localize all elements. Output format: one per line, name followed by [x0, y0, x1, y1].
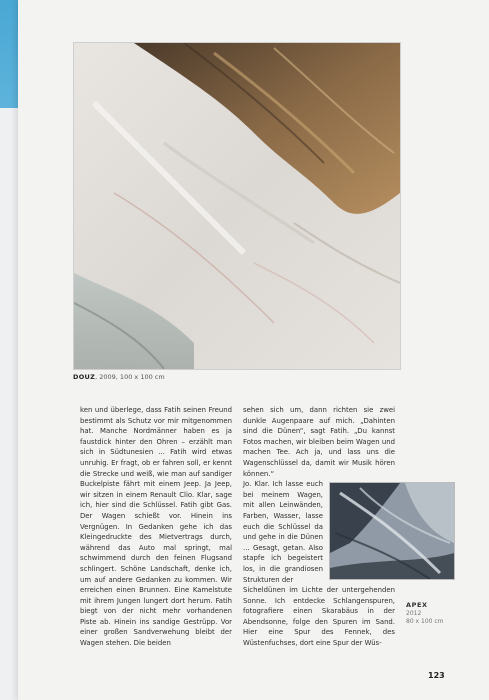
page-number: 123: [428, 671, 445, 680]
thumbnail-year: 2012: [406, 609, 422, 617]
artwork-details: , 2009, 100 x 100 cm: [95, 373, 165, 381]
right-column-wrapped-text: Jo. Klar. Ich lasse euch bei meinem Wagen, mit allen Leinwänden, Farben, Wasser, lasse euch die Schlüssel da und gehe in die Dünen ... Gesagt, getan. Also stapfe ich begeistert los, in die grandiosen Strukturen der: [243, 480, 323, 584]
text-column-left: [80, 405, 232, 649]
artwork-title: DOUZ: [73, 373, 96, 381]
right-column-top-text: sehen sich um, dann richten sie zwei dunkle Augenpaare auf mich. „Dahinten sind die Dünen“, sagt Fatih. „Du kannst Fotos machen, wir bleiben beim Wagen und machen Tee. Ach ja, und lass uns die Wagenschlüssel da, damit wir Musik hören können.“: [243, 406, 395, 478]
artwork-douz: [73, 42, 401, 370]
thumbnail-caption: [406, 601, 444, 627]
left-column-text: ken und überlege, dass Fatih seinen Freund bestimmt als Schutz vor mir mitgenommen hat. Manche Nordmänner haben es ja faustdick hinter den Ohren – erzählt man sich in Südtunesien ... Fatih wird etwas unruhig. Er fragt, ob er fahren soll, er kennt die Strecke und weiß, wie man auf sandiger Buckelpiste fährt mit einem Jeep. Ja Jeep, wir sitzen in einem Renault Clio. Klar, sage ich, hier sind die Schlüssel. Fatih gibt Gas. Der Wagen schießt vor. Hinein ins Vergnügen. In Gedanken gehe ich das Kleingedruckte des Mietvertrags durch, während das Auto mal springt, mal schwimmend durch den feinen Flugsand schlingert. Schöne Landschaft, denke ich, um auf andere Gedanken zu kommen. Wir erreichen einen Brunnen. Eine Kamelstute mit ihrem Jungen lungert dort herum. Fatih biegt von der nicht mehr vorhandenen Piste ab. Hinein ins sandige Gestrüpp. Vor einer großen Sandverwehung bleibt der Wagen stehen. Die beiden: [80, 406, 232, 648]
artwork-apex-thumbnail: [329, 482, 455, 580]
right-column-bottom-text: Sicheldünen im Lichte der untergehenden Sonne. Ich entdecke Schlangenspuren, fotografiere einen Skarabäus in der Abendsonne, folge den Spuren im Sand. Hier eine Spur des Fennek, des Wüstenfuchses, dort eine Spur der Wüs-: [243, 586, 395, 648]
thumbnail-title: APEX: [406, 601, 428, 609]
thumbnail-size: 80 x 100 cm: [406, 618, 444, 625]
artwork-caption: [73, 373, 165, 381]
